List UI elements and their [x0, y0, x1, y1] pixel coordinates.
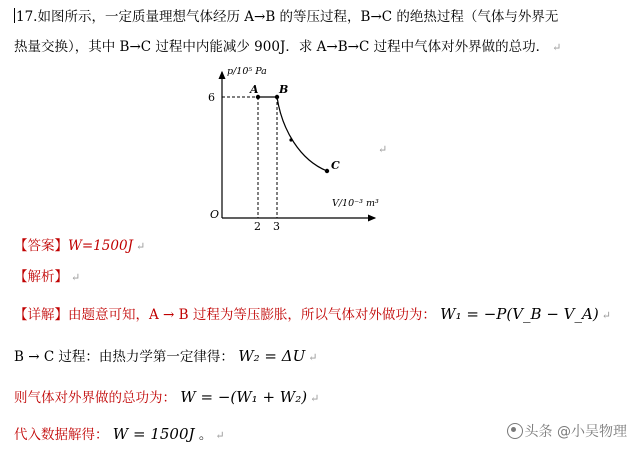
answer-line: 【答案】W=1500J ↵ [14, 238, 146, 254]
watermark: 头条 @小吴物理 [507, 421, 627, 441]
x-axis-label: V/10⁻³ m³ [332, 198, 379, 209]
paragraph-mark-icon: ↵ [135, 240, 146, 253]
formula-w2: W₂ = ΔU [238, 347, 306, 365]
question-line-2: 热量交换），其中 B→C 过程中内能减少 900J．求 A→B→C 过程中气体对外界做的总功． ↵ [14, 39, 562, 55]
paragraph-mark-icon: ↵ [310, 392, 320, 405]
pv-diagram [200, 60, 400, 235]
paragraph-mark-icon: ↵ [378, 143, 388, 156]
point-b-label: B [279, 83, 289, 96]
toutiao-logo-icon [507, 423, 523, 439]
formula-w1: W₁ = −P(V_B − V_A) [440, 305, 599, 323]
x-tick-2: 2 [254, 220, 261, 233]
point-mid-dot [289, 138, 292, 141]
text-cursor [14, 8, 15, 23]
paragraph-mark-icon: ↵ [601, 309, 611, 322]
y-tick-6: 6 [208, 91, 215, 104]
formula-total: W = −(W₁ + W₂) [180, 388, 308, 406]
x-tick-3: 3 [273, 220, 280, 233]
bc-line: B → C 过程：由热力学第一定律得： W₂ = ΔU ↵ [14, 347, 318, 365]
point-a-label: A [250, 83, 259, 96]
total-line: 则气体对外界做的总功为： W = −(W₁ + W₂) ↵ [14, 388, 320, 406]
y-axis-label: p/10⁵ Pa [227, 66, 267, 77]
detail-line: 【详解】由题意可知，A → B 过程为等压膨胀，所以气体对外做功为： W₁ = −P(V_B − V_A) ↵ [14, 305, 611, 323]
point-c-dot [325, 169, 329, 173]
paragraph-mark-icon: ↵ [552, 41, 562, 54]
point-c-label: C [331, 159, 340, 172]
curve-bc [277, 97, 327, 171]
analysis-line: 【解析】 ↵ [14, 269, 81, 285]
paragraph-mark-icon: ↵ [308, 351, 318, 364]
substitute-line: 代入数据解得： W = 1500J 。 ↵ [14, 425, 225, 443]
origin-label: O [210, 208, 220, 221]
paragraph-mark-icon: ↵ [215, 429, 225, 442]
paragraph-mark-icon: ↵ [71, 271, 81, 284]
formula-result: W = 1500J [112, 425, 195, 443]
question-line-1: 17.如图所示，一定质量理想气体经历 A→B 的等压过程，B→C 的绝热过程（气体与外界无 [16, 9, 559, 25]
